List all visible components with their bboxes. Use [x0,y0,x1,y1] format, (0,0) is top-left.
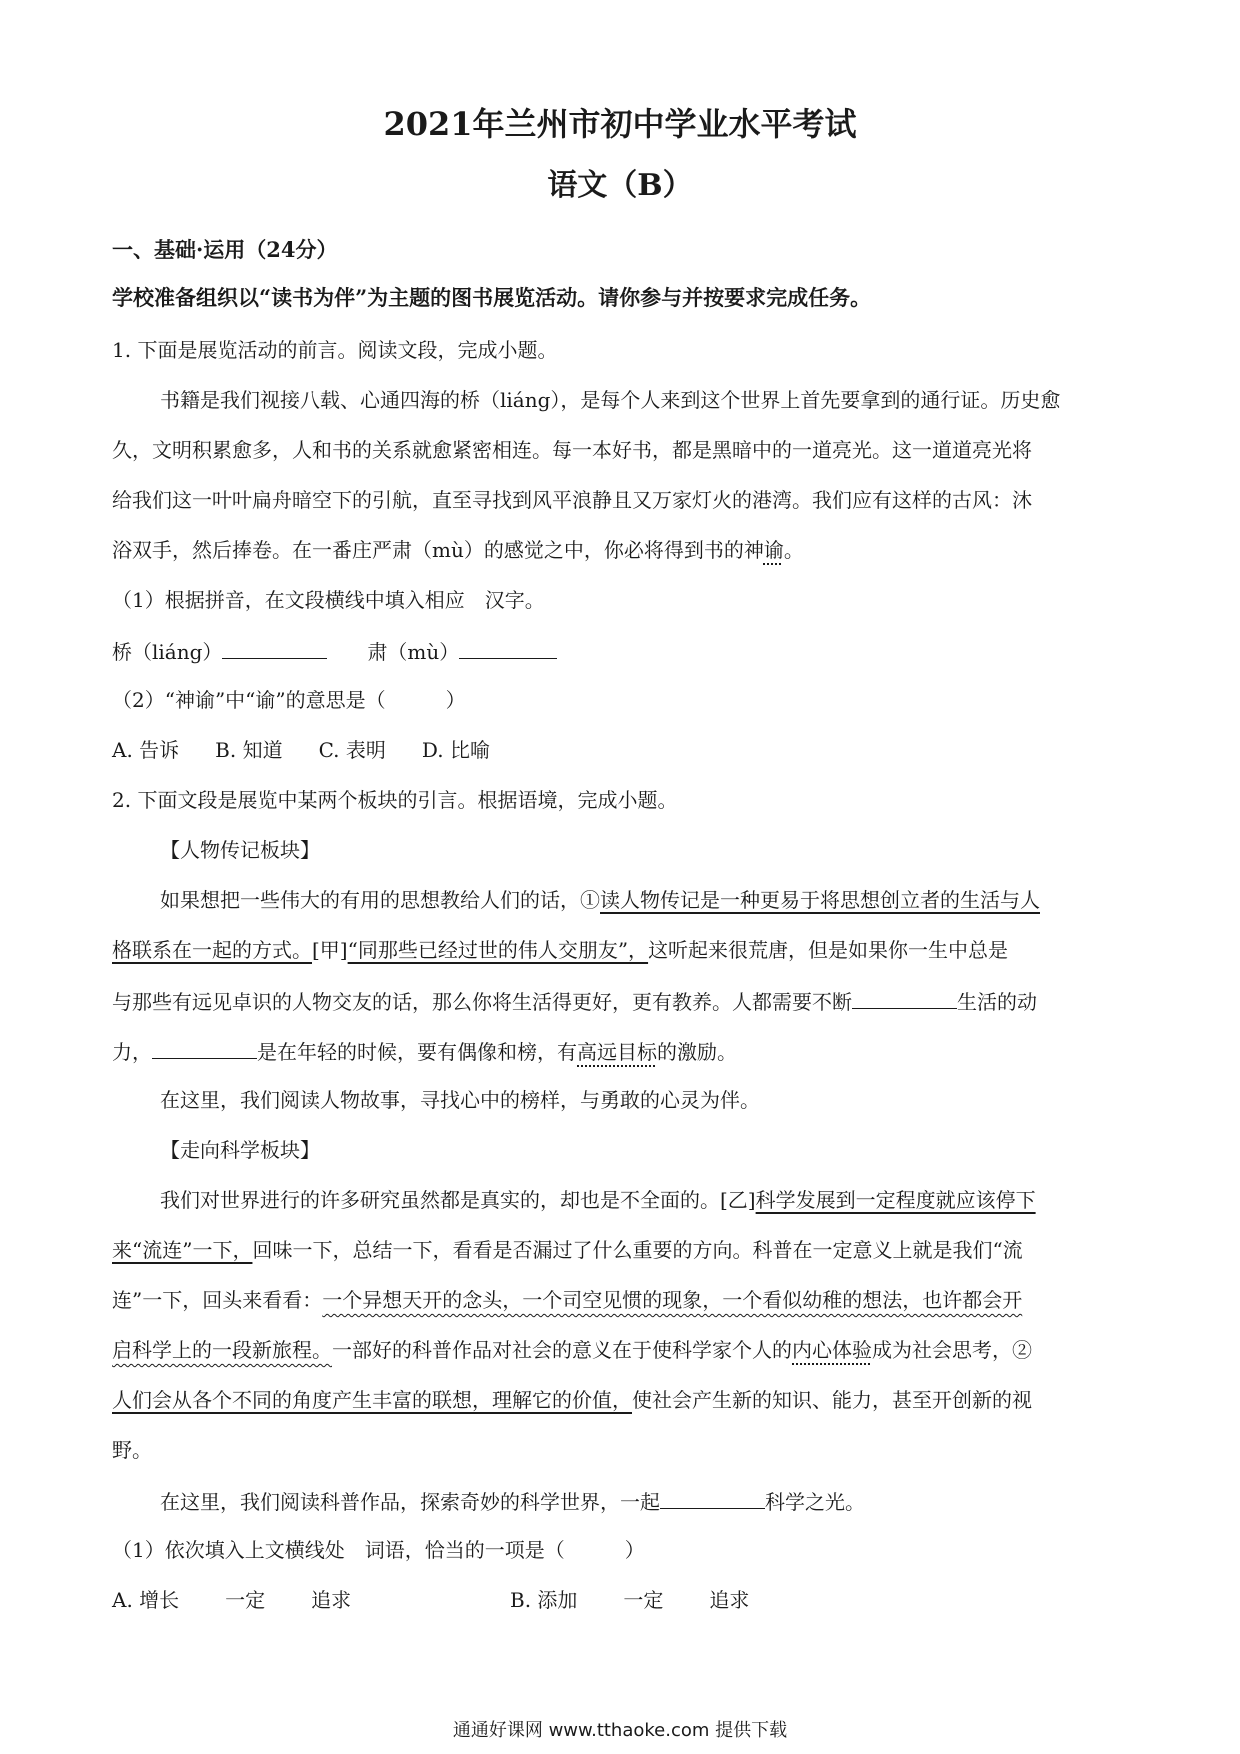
exam-title: 2021年兰州市初中学业水平考试 [383,105,857,143]
block1-closing: 在这里，我们阅读人物故事，寻找心中的榜样，与勇敢的心灵为伴。 [160,1088,760,1112]
blank-a-label: 桥（liáng） [112,640,223,664]
underlined-sentence-yi: 科学发展到一定程度就应该停下 [755,1188,1036,1212]
q2-option-b-label: B. 添加 [510,1588,578,1612]
emphasis-dotted-word: 谕 [763,538,784,562]
b1-line-4 [112,1036,737,1066]
b2-line-4-text: 一部好的科普作品对社会的意义在于使科学家个人的 [332,1338,792,1362]
q1-passage-line-4-end: 。 [783,538,804,562]
answer-blank-2[interactable] [152,1036,257,1059]
option-d[interactable]: D. 比喻 [421,738,490,762]
underlined-sentence-2: 人们会从各个不同的角度产生丰富的联想，理解它的价值， [112,1388,632,1412]
b2-line-3-text: 连”一下，回头来看看： [112,1288,323,1312]
b2-line-2-text: 回味一下，总结一下，看看是否漏过了什么重要的方向。科普在一定意义上就是我们“流 [252,1238,1023,1262]
q2-option-b-word-2: 一定 [623,1588,664,1612]
b2-line-5-text: 使社会产生新的知识、能力，甚至开创新的视 [632,1388,1032,1412]
answer-blank-b[interactable] [459,636,557,659]
answer-blank-1[interactable] [852,986,957,1009]
exam-subtitle: 语文（B） [547,168,693,203]
q1-options [112,736,490,764]
b2-line-1 [160,1186,1036,1214]
q2-option-b-word-3: 追求 [709,1588,750,1612]
q1-sub2: （2）“神谕”中“谕”的意思是（ ） [112,688,466,712]
b1-line-4-end: 的激励。 [657,1040,737,1064]
q2-sub1: （1）依次填入上文横线处 词语，恰当的一项是（ ） [112,1538,645,1562]
q2-option-a-word-3: 追求 [311,1588,352,1612]
section-intro: 学校准备组织以“读书为伴”为主题的图书展览活动。请你参与并按要求完成任务。 [112,285,872,310]
b1-line-3-text: 与那些有远见卓识的人物交友的话，那么你将生活得更好，更有教养。人都需要不断 [112,990,852,1014]
q2-option-a[interactable] [112,1586,351,1614]
q2-option-b[interactable] [510,1586,749,1614]
b2-line-4 [112,1336,1032,1364]
b2-line-4-end: 成为社会思考，② [872,1338,1032,1362]
b2-line-3 [112,1286,1022,1314]
q1-passage-line-2: 久，文明积累愈多，人和书的关系就愈紧密相连。每一本好书，都是黑暗中的一道亮光。这一道道亮光将 [112,438,1032,462]
q2-option-a-label: A. 增长 [112,1588,180,1612]
block2-closing [160,1486,865,1516]
marker-jia: [甲] [312,938,348,962]
q2-option-a-word-2: 一定 [225,1588,266,1612]
emphasis-dotted-phrase-2: 内心体验 [792,1338,872,1362]
b1-line-2-text: 这听起来很荒唐，但是如果你一生中总是 [648,938,1009,962]
q1-passage-line-1: 书籍是我们视接八载、心通四海的桥（liáng），是每个人来到这个世界上首先要拿到的通行证。历史愈 [160,388,1061,412]
block2-title: 【走向科学板块】 [160,1138,320,1162]
underlined-sentence-yi-end: 来“流连”一下， [112,1238,253,1262]
emphasis-dotted-phrase-1: 高远目标 [577,1040,657,1064]
b1-line-3 [112,986,1037,1016]
b2-line-6: 野。 [112,1438,152,1462]
page-footer: 通通好课网 www.tthaoke.com 提供下载 [452,1720,788,1741]
b1-line-4-start: 力， [112,1040,152,1064]
b2-line-5 [112,1386,1032,1414]
q2-stem: 2. 下面文段是展览中某两个板块的引言。根据语境，完成小题。 [112,788,678,812]
underlined-quote: “同那些已经过世的伟人交朋友”， [347,938,649,962]
q1-stem: 1. 下面是展览活动的前言。阅读文段，完成小题。 [112,338,558,362]
q1-passage-line-4 [112,536,804,564]
block2-closing-text: 在这里，我们阅读科普作品，探索奇妙的科学世界，一起 [160,1490,660,1514]
underlined-sentence-1-end: 格联系在一起的方式。 [112,938,312,962]
b2-line-1-text: 我们对世界进行的许多研究虽然都是真实的，却也是不全面的。[乙] [160,1188,756,1212]
wavy-underlined-sentence-end: 启科学上的一段新旅程。 [112,1338,332,1362]
b1-line-2 [112,936,1008,964]
answer-blank-3[interactable] [660,1486,765,1509]
underlined-sentence-1: 读人物传记是一种更易于将思想创立者的生活与人 [600,888,1040,912]
option-a[interactable]: A. 告诉 [112,738,180,762]
answer-blank-a[interactable] [222,636,327,659]
b2-line-2 [112,1236,1023,1264]
blank-b-label: 肃（mù） [367,640,460,664]
q1-blanks [112,636,557,666]
q1-passage-line-3: 给我们这一叶叶扁舟暗空下的引航，直至寻找到风平浪静且又万家灯火的港湾。我们应有这样的古风：沐 [112,488,1032,512]
b1-line-1 [160,886,1040,914]
option-c[interactable]: C. 表明 [318,738,386,762]
block1-title: 【人物传记板块】 [160,838,320,862]
block2-closing-end: 科学之光。 [765,1490,865,1514]
b1-line-3-end: 生活的动 [957,990,1037,1014]
q1-passage-line-4-text: 浴双手，然后捧卷。在一番庄严肃（mù）的感觉之中，你必将得到书的神 [112,538,764,562]
q1-sub1: （1）根据拼音，在文段横线中填入相应 汉字。 [112,588,545,612]
b1-line-1-text: 如果想把一些伟大的有用的思想教给人们的话，① [160,888,600,912]
section-heading: 一、基础·运用（24分） [112,237,338,262]
wavy-underlined-sentence: 一个异想天开的念头，一个司空见惯的现象，一个看似幼稚的想法，也许都会开 [322,1288,1023,1312]
option-b[interactable]: B. 知道 [215,738,283,762]
b1-line-4-text: 是在年轻的时候，要有偶像和榜，有 [257,1040,577,1064]
